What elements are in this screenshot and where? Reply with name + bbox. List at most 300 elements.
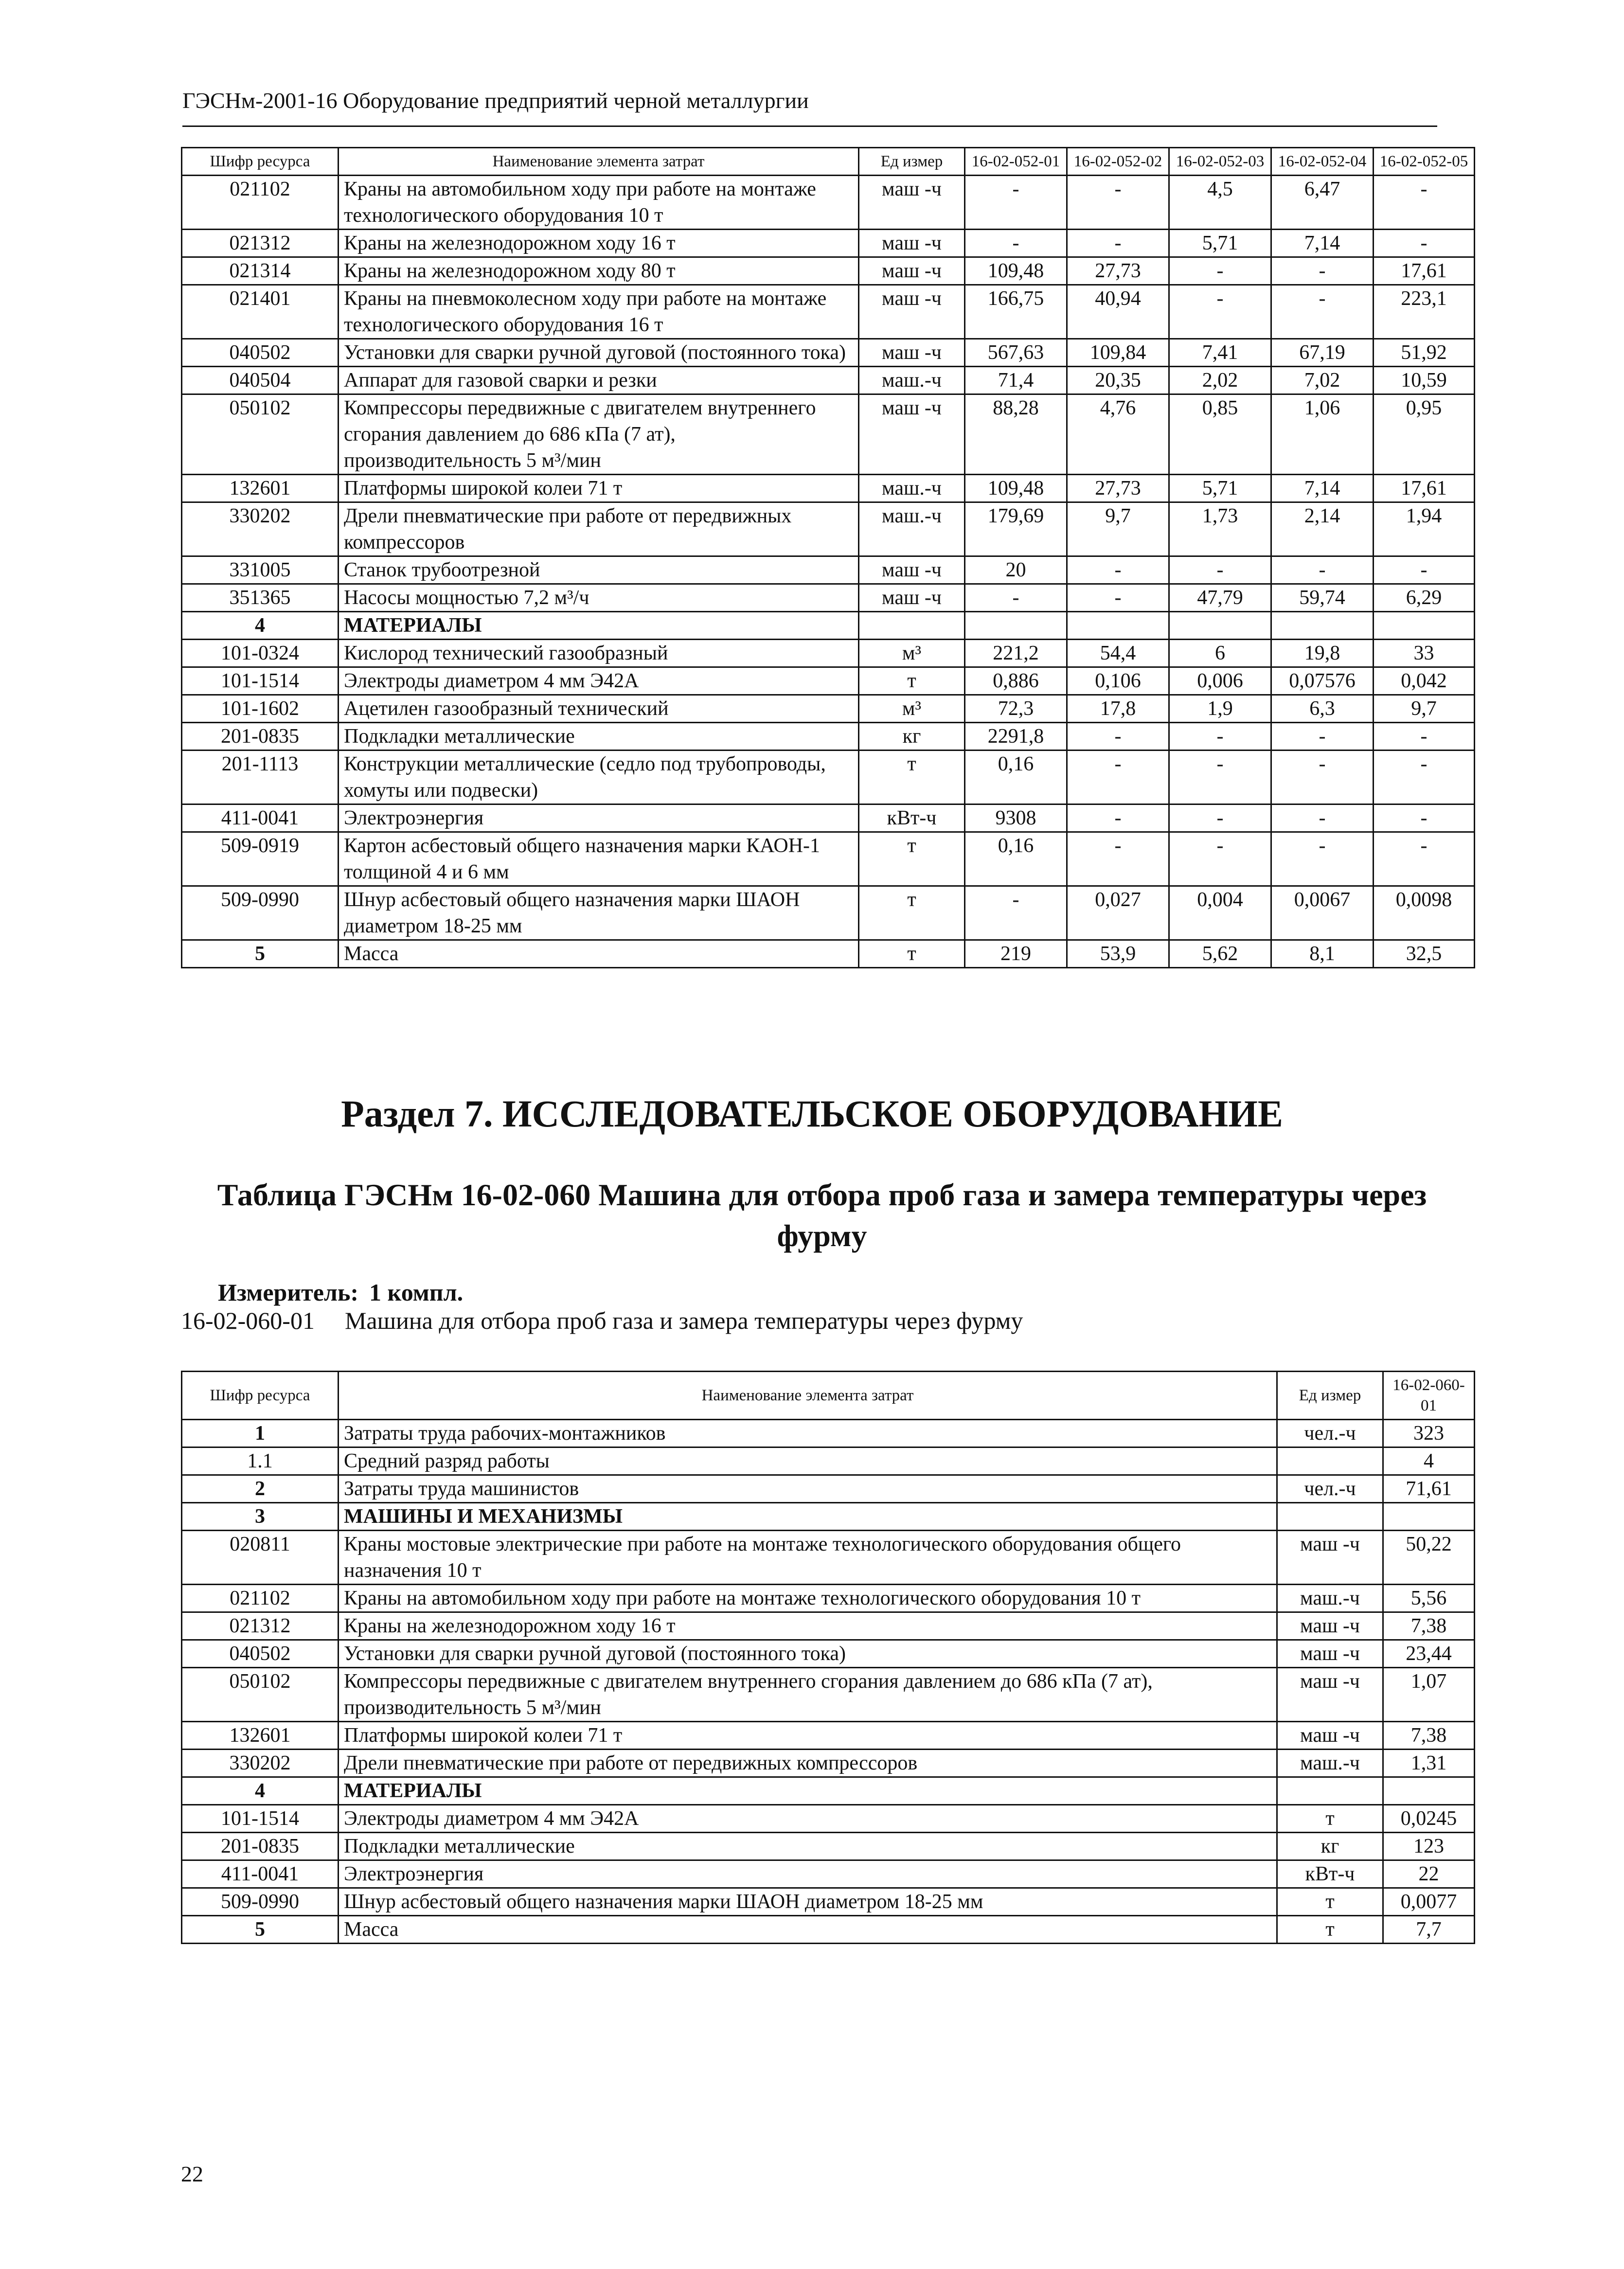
resource-unit: м³ (859, 640, 965, 667)
resource-value: 0,886 (965, 667, 1067, 695)
resource-code: 021314 (182, 257, 339, 285)
resource-code: 101-1514 (182, 1805, 339, 1833)
resource-unit: маш -ч (859, 584, 965, 612)
resource-name: Затраты труда рабочих-монтажников (339, 1420, 1277, 1447)
resource-value: 221,2 (965, 640, 1067, 667)
resource-value: - (1374, 750, 1475, 804)
resource-code: 201-1113 (182, 750, 339, 804)
resource-unit: т (1277, 1888, 1383, 1916)
resource-name: Ацетилен газообразный технический (339, 695, 859, 723)
resource-name: Подкладки металлические (339, 723, 859, 750)
resource-value (1271, 612, 1374, 640)
resource-value: 1,73 (1169, 502, 1271, 556)
resource-name: Масса (339, 940, 859, 968)
resource-value: 4,5 (1169, 176, 1271, 230)
resource-code: 4 (182, 612, 339, 640)
resource-value: 1,07 (1383, 1668, 1475, 1722)
resource-value: - (965, 886, 1067, 940)
resource-value: 53,9 (1067, 940, 1169, 968)
resource-value: 33 (1374, 640, 1475, 667)
resource-value: 0,027 (1067, 886, 1169, 940)
resource-name: МАТЕРИАЛЫ (339, 612, 859, 640)
resource-code: 5 (182, 940, 339, 968)
resource-name: Компрессоры передвижные с двигателем внутреннего сгорания давлением до 686 кПа (7 ат), производительность 5 м³/мин (339, 1668, 1277, 1722)
col-header-code: Шифр ресурса (182, 1372, 339, 1420)
resource-code: 351365 (182, 584, 339, 612)
resource-value: - (1271, 285, 1374, 339)
resource-code: 509-0990 (182, 886, 339, 940)
resource-code: 2 (182, 1475, 339, 1503)
resource-unit: маш.-ч (859, 367, 965, 394)
resource-value (1067, 612, 1169, 640)
resource-code: 201-0835 (182, 1833, 339, 1860)
col-header-052-05: 16-02-052-05 (1374, 148, 1475, 176)
resource-value: 0,0067 (1271, 886, 1374, 940)
resource-name: Электроды диаметром 4 мм Э42А (339, 667, 859, 695)
resource-name: Станок трубоотрезной (339, 556, 859, 584)
table-row (182, 1777, 1475, 1805)
table-row (182, 1447, 1475, 1475)
resource-unit: чел.-ч (1277, 1420, 1383, 1447)
resource-unit: маш -ч (859, 176, 965, 230)
resource-value: - (1169, 723, 1271, 750)
resource-value: 6,3 (1271, 695, 1374, 723)
resource-value: 223,1 (1374, 285, 1475, 339)
resource-name: Средний разряд работы (339, 1447, 1277, 1475)
resource-value: - (1067, 804, 1169, 832)
resource-value (1169, 612, 1271, 640)
table-header-row (182, 1372, 1475, 1420)
table-row (182, 612, 1475, 640)
resource-code: 411-0041 (182, 1860, 339, 1888)
resource-code: 050102 (182, 1668, 339, 1722)
item-line (181, 1306, 1023, 1335)
resource-unit: маш.-ч (859, 475, 965, 502)
resource-value: 7,38 (1383, 1612, 1475, 1640)
resource-name: Кислород технический газообразный (339, 640, 859, 667)
resource-name: МАШИНЫ И МЕХАНИЗМЫ (339, 1503, 1277, 1531)
running-header: ГЭСНм-2001-16 Оборудование предприятий черной металлургии (182, 88, 809, 113)
resource-value (1374, 612, 1475, 640)
resource-name: Насосы мощностью 7,2 м³/ч (339, 584, 859, 612)
resource-unit: кВт-ч (1277, 1860, 1383, 1888)
resource-value: 323 (1383, 1420, 1475, 1447)
resource-value: - (965, 584, 1067, 612)
resource-value: 0,106 (1067, 667, 1169, 695)
table-row (182, 502, 1475, 556)
resource-value: 166,75 (965, 285, 1067, 339)
resource-value: - (1169, 804, 1271, 832)
resource-value: 51,92 (1374, 339, 1475, 367)
resource-value: 6,47 (1271, 176, 1374, 230)
resource-value: 71,61 (1383, 1475, 1475, 1503)
resource-code: 330202 (182, 502, 339, 556)
resource-name: Затраты труда машинистов (339, 1475, 1277, 1503)
table-row (182, 1750, 1475, 1777)
resource-name: Краны на автомобильном ходу при работе на монтаже технологического оборудования 10 т (339, 176, 859, 230)
resource-name: Дрели пневматические при работе от передвижных компрессоров (339, 502, 859, 556)
resource-value: 59,74 (1271, 584, 1374, 612)
measure-value: 1 компл. (369, 1279, 464, 1306)
resource-value: 123 (1383, 1833, 1475, 1860)
resource-value: - (1169, 556, 1271, 584)
resource-unit (859, 612, 965, 640)
resource-value: - (1169, 257, 1271, 285)
resource-unit: т (859, 667, 965, 695)
resource-value: 10,59 (1374, 367, 1475, 394)
resource-value: - (1374, 832, 1475, 886)
resource-name: Электроэнергия (339, 1860, 1277, 1888)
table-row (182, 1640, 1475, 1668)
resource-code: 040502 (182, 339, 339, 367)
table-row (182, 176, 1475, 230)
col-header-052-03: 16-02-052-03 (1169, 148, 1271, 176)
table-row (182, 230, 1475, 257)
resource-code: 021312 (182, 230, 339, 257)
resource-value: 1,9 (1169, 695, 1271, 723)
resource-unit: маш -ч (859, 394, 965, 475)
resource-value: - (1067, 556, 1169, 584)
resource-name: Краны на автомобильном ходу при работе на монтаже технологического оборудования 10 т (339, 1585, 1277, 1612)
table-row (182, 556, 1475, 584)
resource-value: 20,35 (1067, 367, 1169, 394)
resource-value: - (1374, 804, 1475, 832)
resource-name: Краны на железнодорожном ходу 16 т (339, 1612, 1277, 1640)
measure-line (218, 1278, 463, 1306)
resource-table-060 (181, 1371, 1475, 1944)
resource-value: 7,7 (1383, 1916, 1475, 1944)
resource-value: 9,7 (1374, 695, 1475, 723)
resource-value: 5,56 (1383, 1585, 1475, 1612)
resource-value: 32,5 (1374, 940, 1475, 968)
table-row (182, 584, 1475, 612)
resource-value: 72,3 (965, 695, 1067, 723)
resource-value: - (1067, 723, 1169, 750)
resource-value: - (1271, 750, 1374, 804)
resource-value: 0,16 (965, 750, 1067, 804)
resource-value: 1,94 (1374, 502, 1475, 556)
table-title: Таблица ГЭСНм 16-02-060 Машина для отбора проб газа и замера температуры через фурму (217, 1178, 1427, 1253)
table-header-row (182, 148, 1475, 176)
table-row (182, 1916, 1475, 1944)
resource-unit (1277, 1503, 1383, 1531)
resource-name: Дрели пневматические при работе от передвижных компрессоров (339, 1750, 1277, 1777)
resource-code: 1 (182, 1420, 339, 1447)
col-header-name: Наименование элемента затрат (339, 148, 859, 176)
table-row (182, 257, 1475, 285)
table-row (182, 285, 1475, 339)
resource-value (1383, 1777, 1475, 1805)
resource-value: - (1271, 804, 1374, 832)
resource-value (1383, 1503, 1475, 1531)
section-title: Раздел 7. ИССЛЕДОВАТЕЛЬСКОЕ ОБОРУДОВАНИЕ (341, 1092, 1283, 1135)
resource-code: 021102 (182, 176, 339, 230)
col-header-unit: Ед измер (1277, 1372, 1383, 1420)
resource-name: Краны на железнодорожном ходу 80 т (339, 257, 859, 285)
resource-value: - (1067, 176, 1169, 230)
resource-code: 330202 (182, 1750, 339, 1777)
resource-name: Шнур асбестовый общего назначения марки ШАОН диаметром 18-25 мм (339, 1888, 1277, 1916)
resource-name: Платформы широкой колеи 71 т (339, 1722, 1277, 1750)
resource-name: МАТЕРИАЛЫ (339, 1777, 1277, 1805)
col-header-unit: Ед измер (859, 148, 965, 176)
resource-value: 71,4 (965, 367, 1067, 394)
resource-value: - (1374, 556, 1475, 584)
resource-value: - (1067, 750, 1169, 804)
resource-value: 0,0245 (1383, 1805, 1475, 1833)
resource-name: Картон асбестовый общего назначения марки КАОН-1 толщиной 4 и 6 мм (339, 832, 859, 886)
resource-unit: маш -ч (1277, 1668, 1383, 1722)
resource-name: Платформы широкой колеи 71 т (339, 475, 859, 502)
resource-code: 040504 (182, 367, 339, 394)
header-rule (182, 125, 1437, 127)
resource-value: 17,61 (1374, 257, 1475, 285)
resource-unit: маш -ч (859, 556, 965, 584)
table-row (182, 640, 1475, 667)
resource-code: 101-0324 (182, 640, 339, 667)
resource-value: 0,004 (1169, 886, 1271, 940)
resource-value: - (1271, 257, 1374, 285)
resource-code: 1.1 (182, 1447, 339, 1475)
resource-unit: маш -ч (859, 339, 965, 367)
resource-unit: маш -ч (1277, 1640, 1383, 1668)
resource-unit: м³ (859, 695, 965, 723)
resource-value: 5,71 (1169, 475, 1271, 502)
resource-name: Краны на железнодорожном ходу 16 т (339, 230, 859, 257)
resource-unit: т (859, 832, 965, 886)
table-row (182, 475, 1475, 502)
resource-value: 88,28 (965, 394, 1067, 475)
resource-value: - (1169, 285, 1271, 339)
resource-value: - (1169, 832, 1271, 886)
resource-value: 6,29 (1374, 584, 1475, 612)
resource-code: 3 (182, 1503, 339, 1531)
resource-unit: маш.-ч (859, 502, 965, 556)
resource-unit: т (1277, 1916, 1383, 1944)
table-row (182, 1668, 1475, 1722)
table-row (182, 940, 1475, 968)
table-row (182, 394, 1475, 475)
table-row (182, 804, 1475, 832)
resource-unit (1277, 1777, 1383, 1805)
resource-value: 23,44 (1383, 1640, 1475, 1668)
resource-value: 567,63 (965, 339, 1067, 367)
resource-value: 0,0098 (1374, 886, 1475, 940)
table-row (182, 667, 1475, 695)
resource-value: 27,73 (1067, 475, 1169, 502)
resource-value: 17,61 (1374, 475, 1475, 502)
col-header-052-01: 16-02-052-01 (965, 148, 1067, 176)
table-row (182, 1612, 1475, 1640)
resource-value: 50,22 (1383, 1531, 1475, 1585)
resource-value: 2291,8 (965, 723, 1067, 750)
resource-value: - (1169, 750, 1271, 804)
resource-name: Компрессоры передвижные с двигателем внутреннего сгорания давлением до 686 кПа (7 ат), производительность 5 м³/мин (339, 394, 859, 475)
resource-value: 17,8 (1067, 695, 1169, 723)
resource-unit: маш -ч (1277, 1612, 1383, 1640)
table-row (182, 750, 1475, 804)
resource-name: Шнур асбестовый общего назначения марки ШАОН диаметром 18-25 мм (339, 886, 859, 940)
resource-unit: маш -ч (859, 230, 965, 257)
col-header-052-02: 16-02-052-02 (1067, 148, 1169, 176)
resource-value: 0,0077 (1383, 1888, 1475, 1916)
resource-value: 1,06 (1271, 394, 1374, 475)
resource-value: - (1374, 176, 1475, 230)
page-number: 22 (181, 2162, 203, 2186)
resource-value: - (1374, 723, 1475, 750)
resource-unit: т (1277, 1805, 1383, 1833)
resource-value: 219 (965, 940, 1067, 968)
resource-code: 331005 (182, 556, 339, 584)
resource-code: 021102 (182, 1585, 339, 1612)
table-row (182, 1805, 1475, 1833)
resource-code: 101-1514 (182, 667, 339, 695)
resource-value: 1,31 (1383, 1750, 1475, 1777)
item-description: Машина для отбора проб газа и замера температуры через фурму (344, 1307, 1023, 1334)
resource-unit (1277, 1447, 1383, 1475)
table-row (182, 723, 1475, 750)
resource-value: 109,48 (965, 257, 1067, 285)
resource-code: 509-0919 (182, 832, 339, 886)
table-row (182, 1860, 1475, 1888)
resource-code: 411-0041 (182, 804, 339, 832)
resource-value: 9308 (965, 804, 1067, 832)
resource-unit: чел.-ч (1277, 1475, 1383, 1503)
resource-code: 020811 (182, 1531, 339, 1585)
resource-unit: маш -ч (859, 285, 965, 339)
resource-unit: т (859, 886, 965, 940)
resource-value: 7,41 (1169, 339, 1271, 367)
resource-code: 132601 (182, 475, 339, 502)
resource-name: Аппарат для газовой сварки и резки (339, 367, 859, 394)
resource-value: - (1271, 723, 1374, 750)
resource-name: Электроды диаметром 4 мм Э42А (339, 1805, 1277, 1833)
resource-name: Краны на пневмоколесном ходу при работе на монтаже технологического оборудования 16 т (339, 285, 859, 339)
table-row (182, 1722, 1475, 1750)
resource-value: 0,07576 (1271, 667, 1374, 695)
resource-code: 201-0835 (182, 723, 339, 750)
resource-unit: маш.-ч (1277, 1585, 1383, 1612)
resource-code: 101-1602 (182, 695, 339, 723)
resource-value: 109,48 (965, 475, 1067, 502)
resource-value: 4 (1383, 1447, 1475, 1475)
table-row (182, 1475, 1475, 1503)
resource-unit: маш -ч (859, 257, 965, 285)
resource-value: - (1271, 556, 1374, 584)
resource-name: Электроэнергия (339, 804, 859, 832)
resource-unit: маш.-ч (1277, 1750, 1383, 1777)
table-row (182, 1420, 1475, 1447)
col-header-name: Наименование элемента затрат (339, 1372, 1277, 1420)
resource-value: - (1374, 230, 1475, 257)
resource-value: 0,95 (1374, 394, 1475, 475)
resource-value: 7,02 (1271, 367, 1374, 394)
resource-value: 27,73 (1067, 257, 1169, 285)
item-code: 16-02-060-01 (181, 1307, 315, 1334)
resource-value: 109,84 (1067, 339, 1169, 367)
resource-value: 0,006 (1169, 667, 1271, 695)
resource-value: 0,042 (1374, 667, 1475, 695)
resource-value: 20 (965, 556, 1067, 584)
resource-unit: кВт-ч (859, 804, 965, 832)
measure-label: Измеритель: (218, 1279, 359, 1306)
resource-code: 4 (182, 1777, 339, 1805)
resource-table-052 (181, 147, 1475, 968)
resource-value: 7,14 (1271, 475, 1374, 502)
table-row (182, 1833, 1475, 1860)
resource-unit: кг (1277, 1833, 1383, 1860)
table-row (182, 1531, 1475, 1585)
resource-code: 050102 (182, 394, 339, 475)
resource-name: Установки для сварки ручной дуговой (постоянного тока) (339, 1640, 1277, 1668)
resource-unit: т (859, 940, 965, 968)
resource-value (965, 612, 1067, 640)
table-row (182, 886, 1475, 940)
resource-unit: маш -ч (1277, 1531, 1383, 1585)
resource-value: 179,69 (965, 502, 1067, 556)
resource-value: 2,02 (1169, 367, 1271, 394)
resource-value: - (1271, 832, 1374, 886)
table-row (182, 695, 1475, 723)
resource-code: 132601 (182, 1722, 339, 1750)
resource-value: 47,79 (1169, 584, 1271, 612)
resource-value: 40,94 (1067, 285, 1169, 339)
resource-value: 5,71 (1169, 230, 1271, 257)
col-header-code: Шифр ресурса (182, 148, 339, 176)
resource-value: 19,8 (1271, 640, 1374, 667)
resource-value: - (1067, 230, 1169, 257)
table-row (182, 832, 1475, 886)
resource-value: 7,14 (1271, 230, 1374, 257)
table-row (182, 367, 1475, 394)
resource-unit: маш -ч (1277, 1722, 1383, 1750)
resource-code: 509-0990 (182, 1888, 339, 1916)
resource-value: 5,62 (1169, 940, 1271, 968)
resource-value: - (1067, 832, 1169, 886)
resource-name: Масса (339, 1916, 1277, 1944)
resource-unit: кг (859, 723, 965, 750)
resource-name: Конструкции металлические (седло под трубопроводы, хомуты или подвески) (339, 750, 859, 804)
resource-value: 0,85 (1169, 394, 1271, 475)
resource-value: - (965, 230, 1067, 257)
resource-value: 54,4 (1067, 640, 1169, 667)
col-header-060-01: 16-02-060-01 (1383, 1372, 1475, 1420)
resource-value: 8,1 (1271, 940, 1374, 968)
resource-code: 5 (182, 1916, 339, 1944)
resource-name: Краны мостовые электрические при работе на монтаже технологического оборудования общего назначения 10 т (339, 1531, 1277, 1585)
resource-value: 7,38 (1383, 1722, 1475, 1750)
resource-name: Подкладки металлические (339, 1833, 1277, 1860)
table-row (182, 339, 1475, 367)
resource-value: 0,16 (965, 832, 1067, 886)
resource-code: 040502 (182, 1640, 339, 1668)
resource-value: - (965, 176, 1067, 230)
resource-value: 2,14 (1271, 502, 1374, 556)
resource-name: Установки для сварки ручной дуговой (постоянного тока) (339, 339, 859, 367)
resource-value: 67,19 (1271, 339, 1374, 367)
resource-value: 9,7 (1067, 502, 1169, 556)
resource-value: 6 (1169, 640, 1271, 667)
resource-code: 021312 (182, 1612, 339, 1640)
table-row (182, 1888, 1475, 1916)
resource-value: 4,76 (1067, 394, 1169, 475)
resource-unit: т (859, 750, 965, 804)
resource-code: 021401 (182, 285, 339, 339)
resource-value: 22 (1383, 1860, 1475, 1888)
resource-value: - (1067, 584, 1169, 612)
table-row (182, 1585, 1475, 1612)
table-row (182, 1503, 1475, 1531)
